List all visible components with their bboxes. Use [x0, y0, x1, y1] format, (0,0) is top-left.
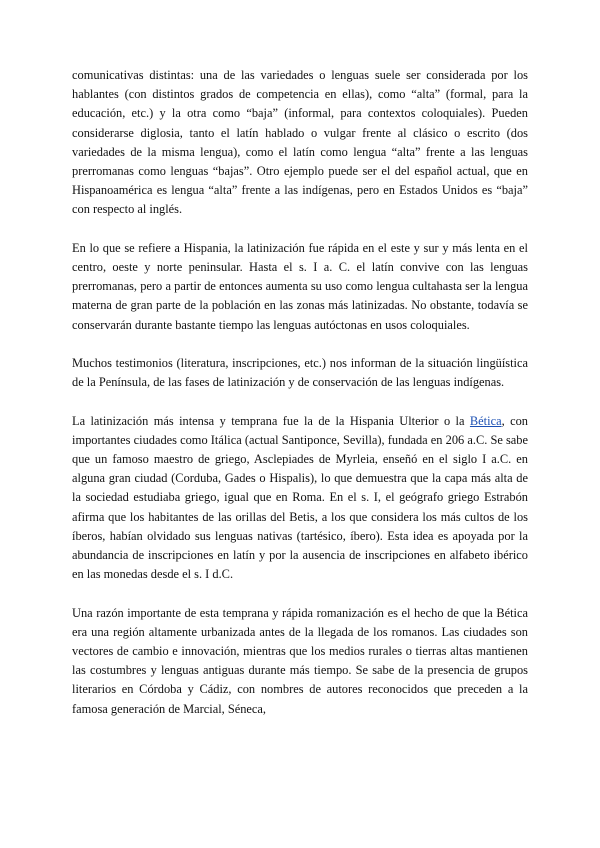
paragraph-betica-rest: , con importantes ciudades como Itálica (actual Santiponce, Sevilla), fundada en 206 a.C. Se sabe que un famoso maestro de griego, Asclepiades de Myrleia, enseñó en el siglo I a.C. en alguna gran ciudad (Corduba, Gades o Hispalis), lo que demuestra que la capa más alta de la sociedad estudiaba griego, igual que en Roma. En el s. I, el geógrafo griego Estrabón afirma que los habitantes de las orillas del Betis, a los que considera los más cultos de los íberos, habían olvidado sus lenguas nativas (tartésico, íbero). Esta idea es apoyada por la abundancia de inscripciones en latín y por la ausencia de inscripciones en alfabeto ibérico en las monedas desde el s. I d.C.	[72, 413, 528, 582]
paragraph-testimonios: Muchos testimonios (literatura, inscripciones, etc.) nos informan de la situación lingüística de la Península, de las fases de latinización y de conservación de las lenguas indígenas.	[72, 356, 528, 390]
paragraph-betica	[72, 412, 528, 585]
paragraph-diglosia: comunicativas distintas: una de las variedades o lenguas suele ser considerada por los hablantes (con distintos grados de competencia en ellas), como “alta” (formal, para la educación, etc.) y la otra como “baja” (informal, para contextos coloquiales). Pueden considerarse diglosia, tanto el latín hablado o vulgar frente al clásico o escrito (dos variedades de la misma lengua), como el latín como lengua “alta” frente a las lenguas prerromanas como lenguas “bajas”. Otro ejemplo puede ser el del español actual, que en Hispanoamérica es lengua “alta” frente a las indígenas, pero en Estados Unidos es “baja” con respecto al inglés.	[72, 68, 528, 217]
paragraph-betica-intro: La latinización más intensa y temprana fue la de la Hispania Ulterior o la	[72, 413, 470, 428]
document-page	[72, 66, 528, 738]
paragraph-romanizacion: Una razón importante de esta temprana y rápida romanización es el hecho de que la Bética era una región altamente urbanizada antes de la llegada de los romanos. Las ciudades son vectores de cambio e innovación, mientras que los medios rurales o tierras altas mantienen las costumbres y lenguas antiguas durante más tiempo. Se sabe de la presencia de grupos literarios en Córdoba y Cádiz, con nombres de autores reconocidos que preceden a la famosa generación de Marcial, Séneca,	[72, 605, 528, 716]
betica-link[interactable]: Bética	[469, 413, 502, 428]
paragraph-hispania: En lo que se refiere a Hispania, la latinización fue rápida en el este y sur y más lenta en el centro, oeste y norte peninsular. Hasta el s. I a. C. el latín convive con las lenguas prerromanas, pero a partir de entonces aumenta su uso como lengua cultahasta ser la lengua materna de gran parte de la población en las zonas más latinizadas. No obstante, todavía se conservarán durante bastante tiempo las lenguas autóctonas en usos coloquiales.	[72, 240, 528, 332]
